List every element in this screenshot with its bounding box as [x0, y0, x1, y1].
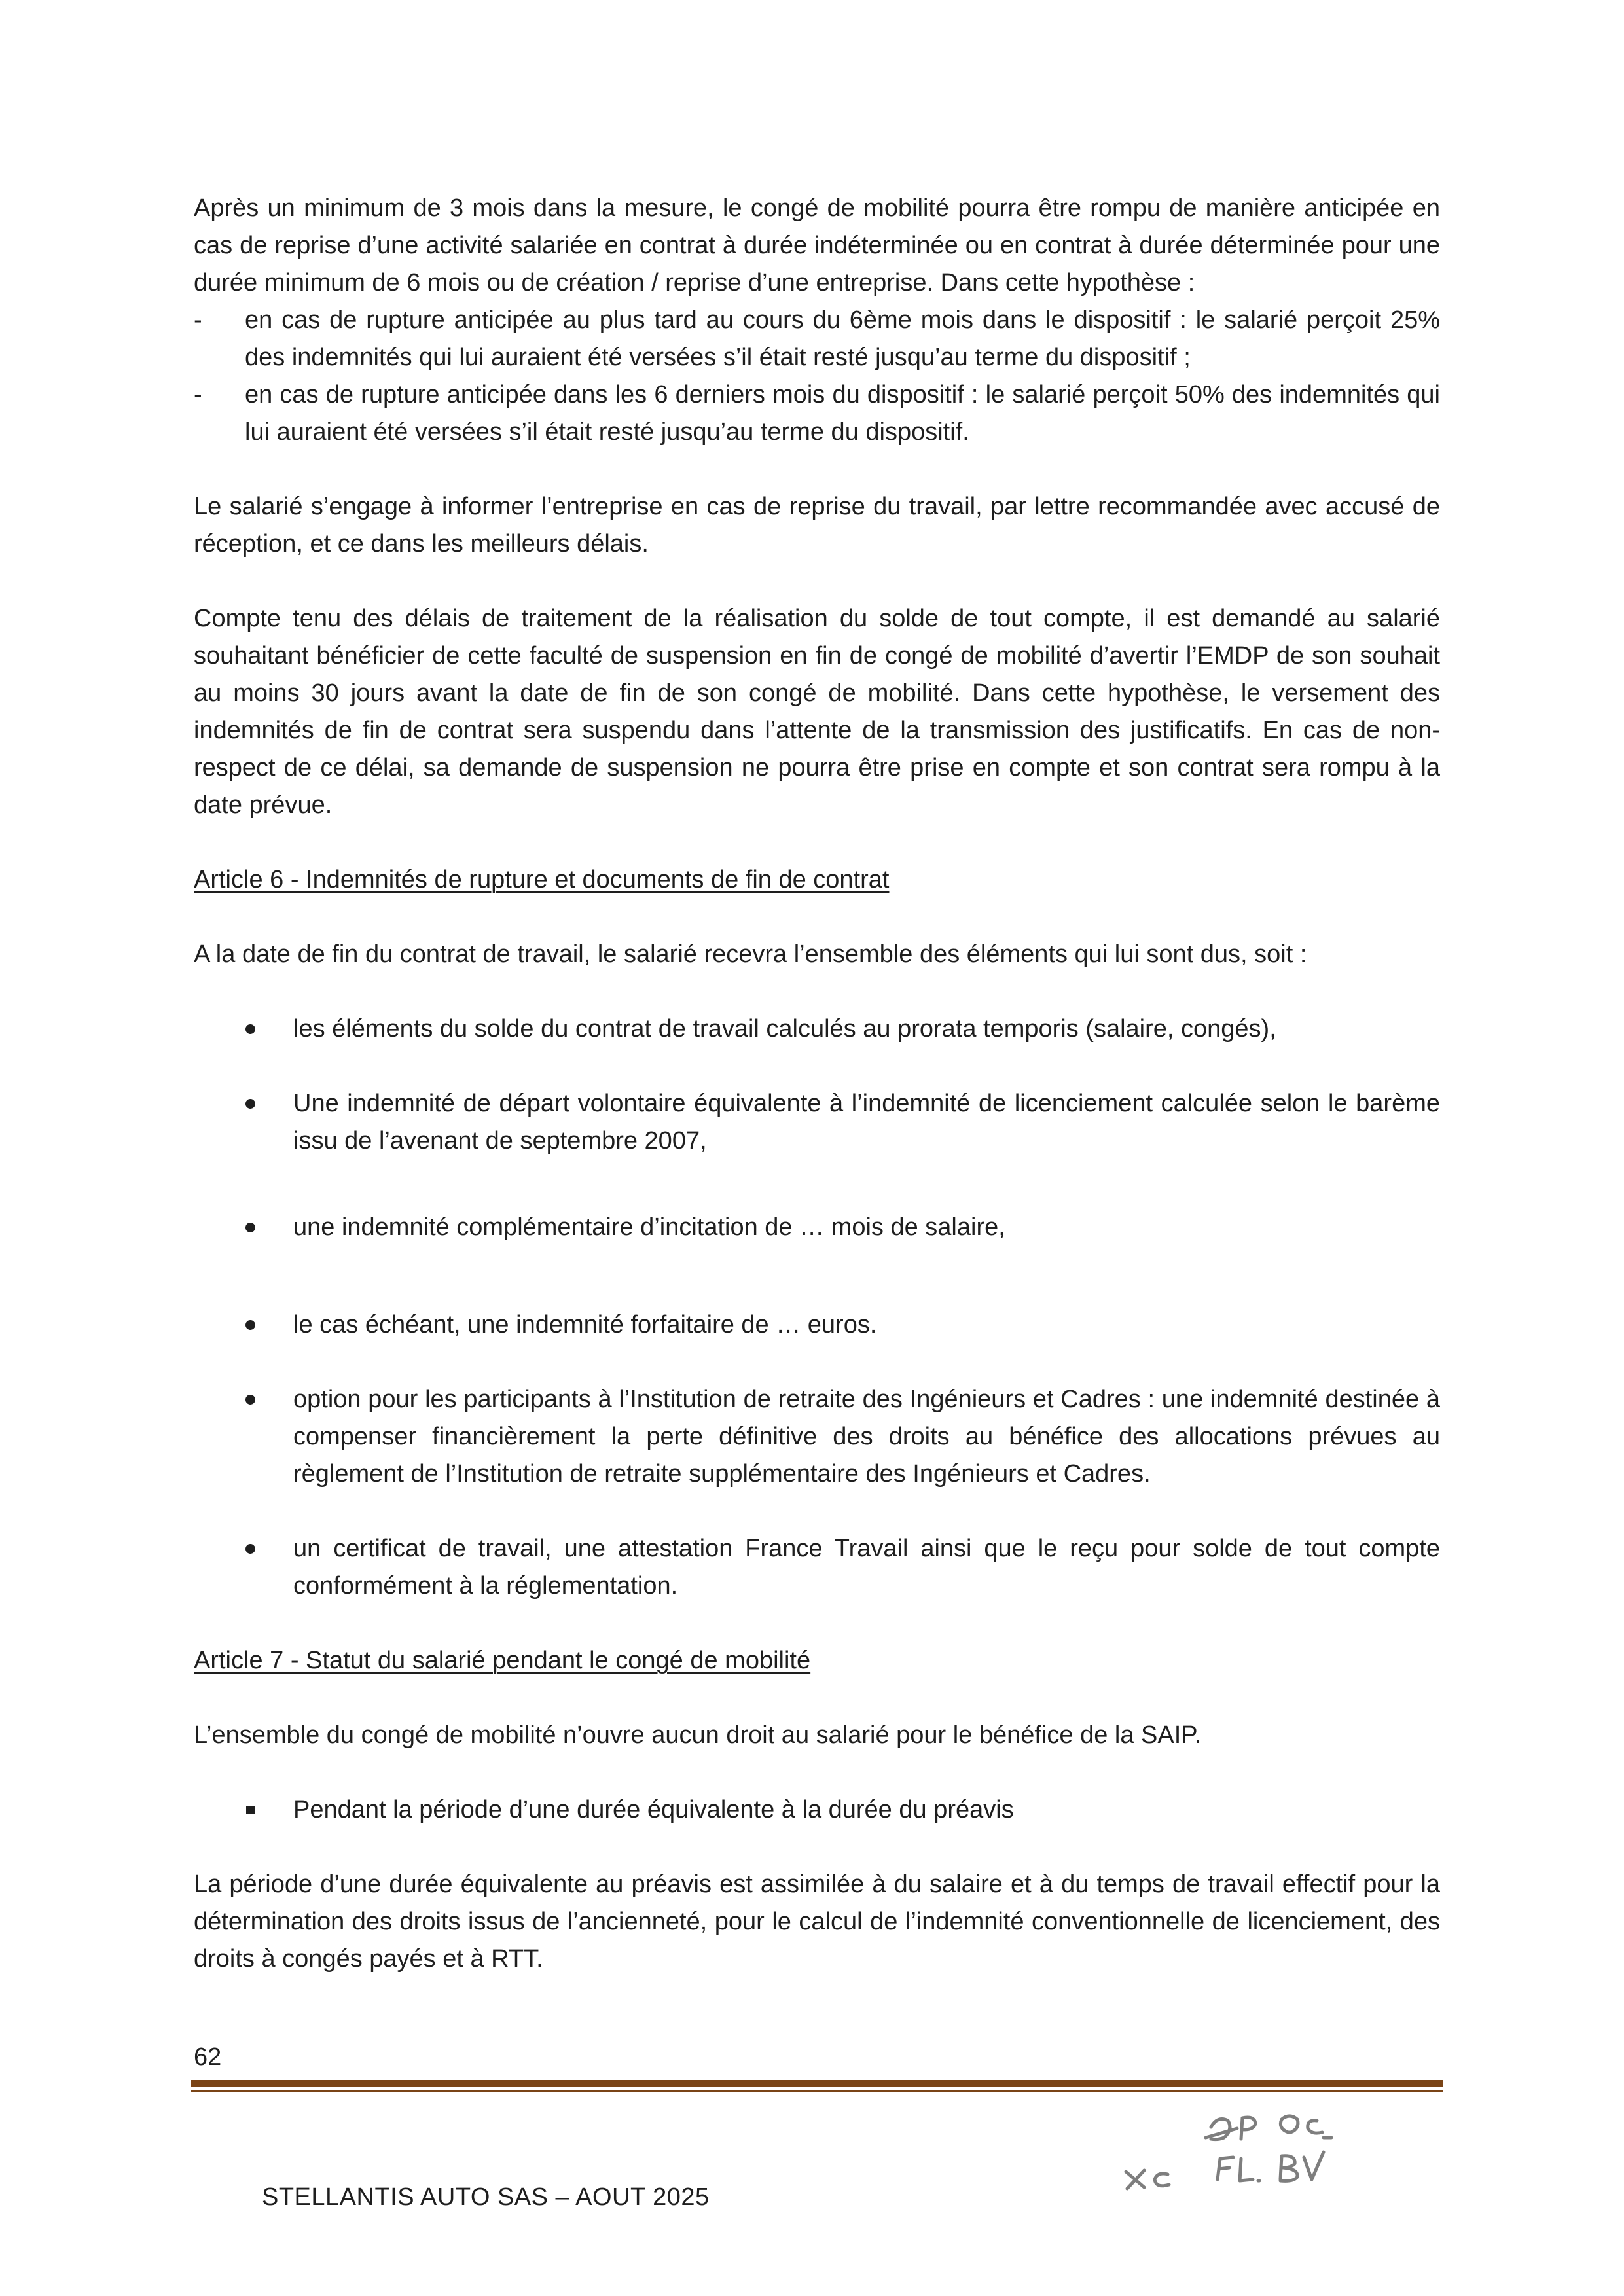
bullet-item-text: option pour les participants à l’Institution de retraite des Ingénieurs et Cadres : une indemnité destinée à compenser financièrement la perte définitive des droits au bénéfice des allocations prévues au règlement de l’Institution de retraite supplémentaire des Ingénieurs et Cadres. [293, 1386, 1440, 1488]
dash-list [194, 302, 1440, 451]
dash-marker: - [194, 381, 202, 408]
square-list [194, 1791, 1440, 1829]
dash-item-text: en cas de rupture anticipée dans les 6 derniers mois du dispositif : le salarié perçoit 50% des indemnités qui lui auraient été versées s’il était resté jusqu’au terme du dispositif. [245, 381, 1440, 446]
page-number: 62 [194, 2043, 222, 2071]
footer-company-label: STELLANTIS AUTO SAS – AOUT 2025 [262, 2183, 710, 2211]
paragraph-inform-company: Le salarié s’engage à informer l’entreprise en cas de reprise du travail, par lettre recommandée avec accusé de réception, et ce dans les meilleurs délais. [194, 493, 1440, 558]
article-7-heading [194, 1642, 1440, 1679]
bullet-item-text: Une indemnité de départ volontaire équivalente à l’indemnité de licenciement calculée selon le barème issu de l’avenant de septembre 2007, [293, 1090, 1440, 1155]
bullet-item-solde [194, 1011, 1440, 1048]
article-6-title: Article 6 - Indemnités de rupture et documents de fin de contrat [194, 866, 890, 893]
square-item-preavis [194, 1791, 1440, 1829]
bullet-item-incitation [194, 1209, 1440, 1246]
footer-divider-thin [191, 2090, 1443, 2092]
bullet-list-indemnities [194, 1011, 1440, 1605]
dash-marker: - [194, 306, 202, 334]
bullet-item-retraite [194, 1381, 1440, 1493]
bullet-icon [245, 1395, 255, 1405]
dash-item-25-percent [194, 302, 1440, 376]
bullet-item-forfaitaire [194, 1306, 1440, 1344]
bullet-item-text: un certificat de travail, une attestation France Travail ainsi que le reçu pour solde de tout compte conformément à la réglementation. [293, 1535, 1440, 1600]
page-body [194, 190, 1440, 1978]
square-item-text: Pendant la période d’une durée équivalente à la durée du préavis [293, 1796, 1014, 1823]
handwritten-initials-icon [1113, 2101, 1375, 2206]
square-bullet-icon [246, 1806, 255, 1814]
bullet-item-certificat [194, 1530, 1440, 1605]
article-6-heading [194, 861, 1440, 899]
paragraph-suspension-delay: Compte tenu des délais de traitement de la réalisation du solde de tout compte, il est demandé au salarié souhaitant bénéficier de cette faculté de suspension en fin de congé de mobilité d’avertir l’EMDP de son souhait au moins 30 jours avant la date de fin de son congé de mobilité. Dans cette hypothèse, le versement des indemnités de fin de contrat sera suspendu dans l’attente de la transmission des justificatifs. En cas de non-respect de ce délai, sa demande de suspension ne pourra être prise en compte et son contrat sera rompu à la date prévue. [194, 605, 1440, 819]
bullet-item-depart-volontaire [194, 1085, 1440, 1160]
article-7-title: Article 7 - Statut du salarié pendant le congé de mobilité [194, 1647, 811, 1674]
bullet-icon [245, 1024, 255, 1034]
bullet-icon [245, 1223, 255, 1232]
paragraph-end-of-contract: A la date de fin du contrat de travail, le salarié recevra l’ensemble des éléments qui lui sont dus, soit : [194, 941, 1307, 968]
bullet-item-text: le cas échéant, une indemnité forfaitaire de … euros. [293, 1311, 877, 1338]
bullet-icon [245, 1320, 255, 1330]
paragraph-saip: L’ensemble du congé de mobilité n’ouvre aucun droit au salarié pour le bénéfice de la SAIP. [194, 1721, 1202, 1749]
bullet-icon [245, 1099, 255, 1109]
footer-divider [191, 2080, 1443, 2087]
bullet-item-text: les éléments du solde du contrat de travail calculés au prorata temporis (salaire, congés), [293, 1015, 1276, 1043]
paragraph-early-termination: Après un minimum de 3 mois dans la mesure, le congé de mobilité pourra être rompu de manière anticipée en cas de reprise d’une activité salariée en contrat à durée indéterminée ou en contrat à durée déterminée pour une durée minimum de 6 mois ou de création / reprise d’une entreprise. Dans cette hypothèse : [194, 194, 1440, 296]
bullet-item-text: une indemnité complémentaire d’incitation de … mois de salaire, [293, 1213, 1005, 1241]
bullet-icon [245, 1544, 255, 1554]
dash-item-text: en cas de rupture anticipée au plus tard au cours du 6ème mois dans le dispositif : le salarié perçoit 25% des indemnités qui lui auraient été versées s’il était resté jusqu’au terme du dispositif ; [245, 306, 1440, 371]
dash-item-50-percent [194, 376, 1440, 451]
paragraph-preavis-assimilated: La période d’une durée équivalente au préavis est assimilée à du salaire et à du temps de travail effectif pour la détermination des droits issus de l’ancienneté, pour le calcul de l’indemnité conventionnelle de licenciement, des droits à congés payés et à RTT. [194, 1871, 1440, 1973]
